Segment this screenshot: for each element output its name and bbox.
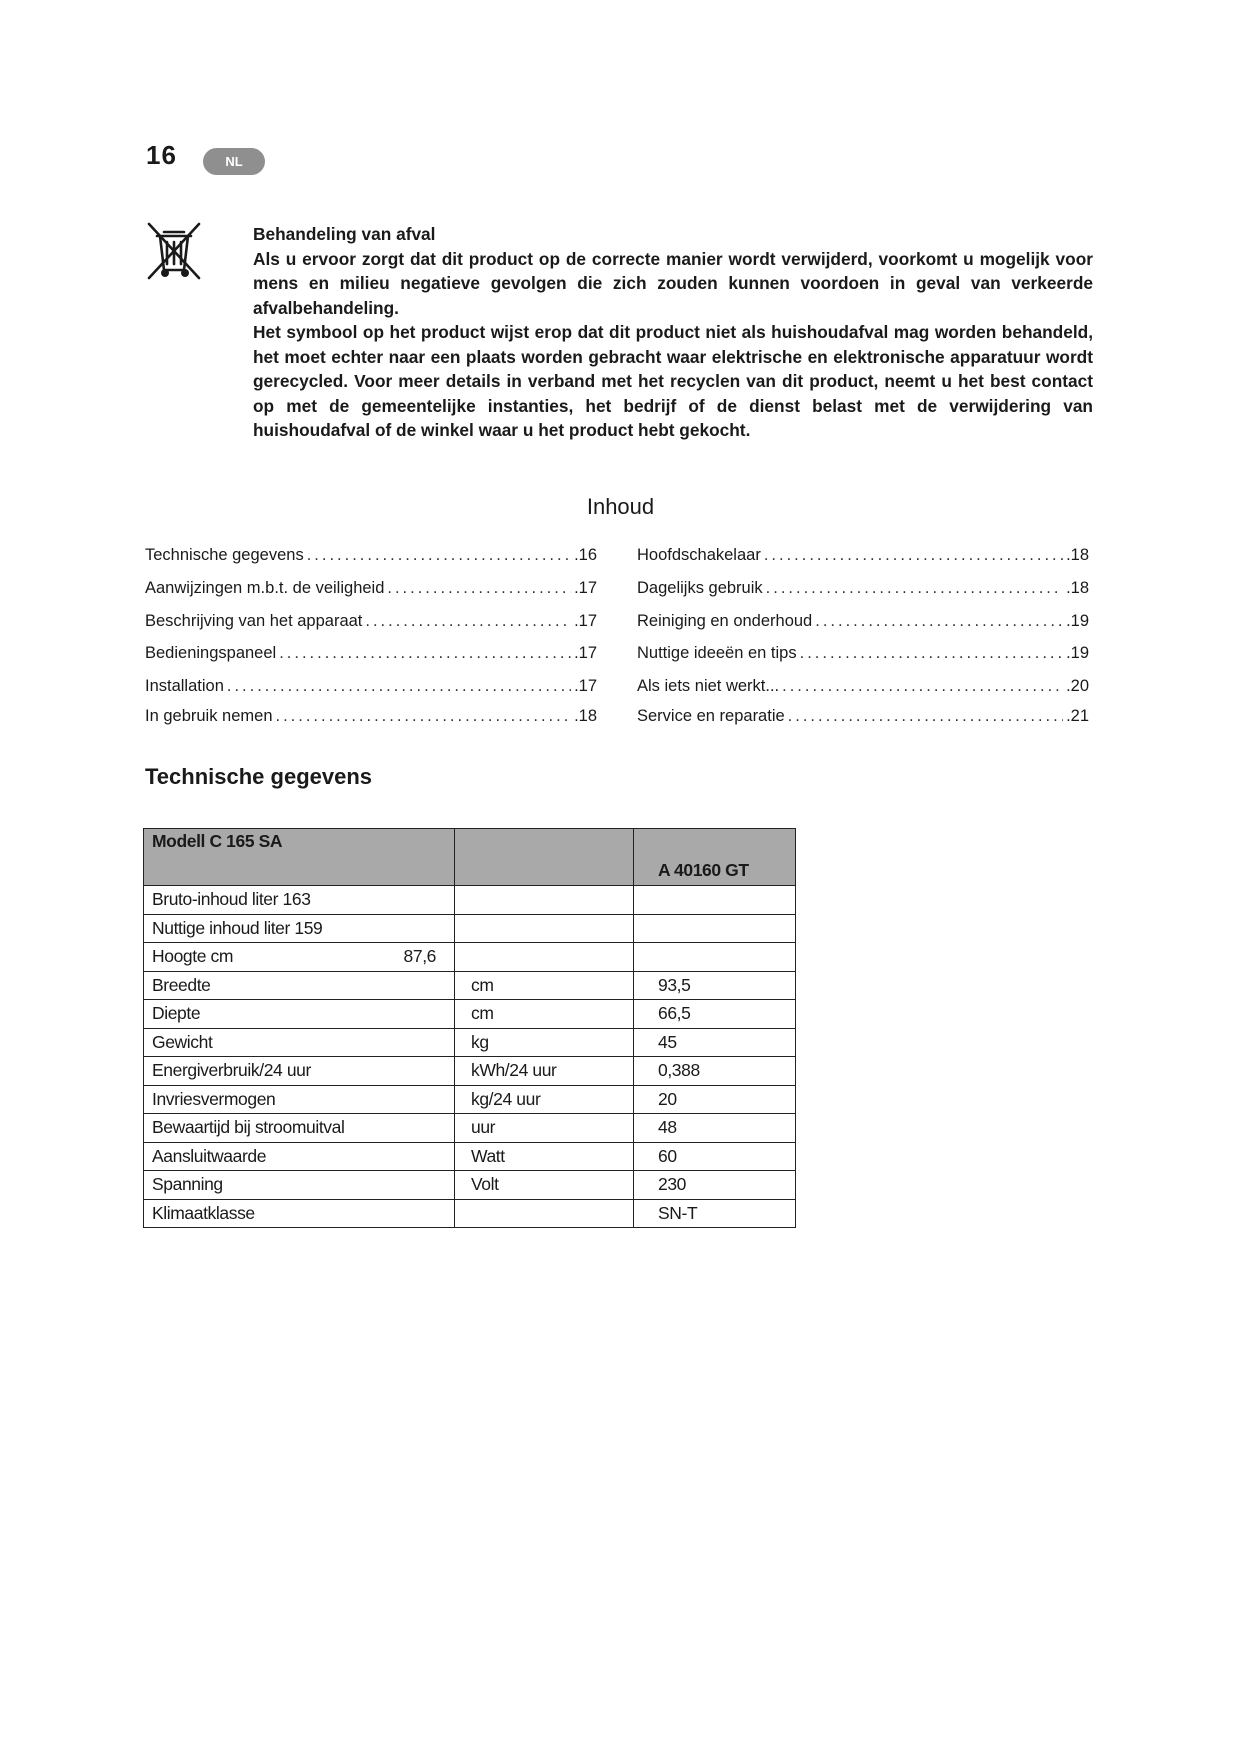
row-value	[634, 914, 796, 943]
toc-item-label: Nuttige ideeën en tips	[637, 644, 797, 662]
row-unit	[455, 914, 634, 943]
toc-item-label: Hoofdschakelaar	[637, 546, 761, 564]
toc-item[interactable]	[637, 579, 1089, 612]
table-row	[144, 914, 796, 943]
row-label-cell	[144, 943, 455, 972]
row-label: Energiverbruik/24 uur	[144, 1057, 455, 1086]
toc-item-page: .17	[574, 677, 597, 695]
table-row	[144, 1114, 796, 1143]
table-row	[144, 1199, 796, 1228]
toc-item-page: .20	[1066, 677, 1089, 695]
toc-left-column	[145, 546, 597, 737]
row-unit: kWh/24 uur	[455, 1057, 634, 1086]
row-value: 93,5	[634, 971, 796, 1000]
toc-leader	[227, 677, 571, 696]
row-unit	[455, 1199, 634, 1228]
row-label: Breedte	[144, 971, 455, 1000]
toc-item[interactable]	[145, 579, 597, 612]
toc-leader	[815, 612, 1063, 631]
toc-item-label: Bedieningspaneel	[145, 644, 277, 662]
toc-item[interactable]	[637, 612, 1089, 644]
toc-title	[0, 494, 1241, 520]
toc-item-label: Reiniging en onderhoud	[637, 612, 813, 630]
row-unit: cm	[455, 971, 634, 1000]
toc-item[interactable]	[637, 546, 1089, 579]
toc-item-page: .18	[574, 707, 597, 725]
row-value: 45	[634, 1028, 796, 1057]
toc-item-label: Beschrijving van het apparaat	[145, 612, 363, 630]
header-unit	[455, 829, 634, 886]
row-unit: kg/24 uur	[455, 1085, 634, 1114]
toc-item-page: .19	[1066, 612, 1089, 630]
table-row	[144, 1171, 796, 1200]
table-row	[144, 886, 796, 915]
table-row	[144, 1000, 796, 1029]
row-unit: kg	[455, 1028, 634, 1057]
table-row	[144, 1142, 796, 1171]
row-unit	[455, 943, 634, 972]
toc-leader	[800, 644, 1063, 663]
toc-item-page: .18	[1066, 579, 1089, 597]
row-value: 60	[634, 1142, 796, 1171]
language-badge: NL	[203, 148, 265, 175]
toc-item-page: .19	[1066, 644, 1089, 662]
toc-item-page: .18	[1066, 546, 1089, 564]
row-label: Nuttige inhoud liter 159	[144, 914, 455, 943]
row-label: Diepte	[144, 1000, 455, 1029]
toc-leader	[766, 579, 1063, 598]
row-label: Hoogte cm	[152, 946, 234, 967]
toc-leader	[387, 579, 571, 598]
header-model-value: A 40160 GT	[634, 829, 796, 886]
row-value	[634, 943, 796, 972]
waste-heading: Behandeling van afval	[253, 224, 436, 244]
toc-item-page: .16	[574, 546, 597, 564]
toc-item[interactable]	[145, 546, 597, 579]
toc-item-label: Aanwijzingen m.b.t. de veiligheid	[145, 579, 385, 597]
table-row	[144, 1028, 796, 1057]
row-unit: uur	[455, 1114, 634, 1143]
toc-leader	[279, 644, 571, 663]
row-value	[634, 886, 796, 915]
toc-right-column	[637, 546, 1089, 737]
toc-item[interactable]	[145, 612, 597, 644]
toc-item[interactable]	[145, 677, 597, 707]
waste-paragraph-1: Als u ervoor zorgt dat dit product op de correcte manier wordt verwijderd, voorkomt u mogelijk voor mens en milieu negatieve gevolgen die zich zouden kunnen voordoen in geval van verkeerde afvalbehandeling.	[253, 248, 1093, 318]
toc-item[interactable]	[145, 707, 597, 737]
toc-item[interactable]	[637, 677, 1089, 707]
row-label: Spanning	[144, 1171, 455, 1200]
row-value: 20	[634, 1085, 796, 1114]
waste-disposal-section	[253, 222, 1093, 443]
toc-leader	[365, 612, 571, 631]
table-row	[144, 1057, 796, 1086]
row-inline-value: 87,6	[403, 946, 436, 967]
table-header-row	[144, 829, 796, 886]
page-number: 16	[146, 140, 177, 170]
toc-leader	[276, 707, 572, 726]
toc-item-label: Technische gegevens	[145, 546, 304, 564]
row-unit: Volt	[455, 1171, 634, 1200]
table-row	[144, 1085, 796, 1114]
toc-leader	[788, 707, 1063, 726]
row-unit	[455, 886, 634, 915]
technical-data-table	[143, 828, 796, 1228]
row-label: Bewaartijd bij stroomuitval	[144, 1114, 455, 1143]
row-value: 66,5	[634, 1000, 796, 1029]
toc-leader	[764, 546, 1063, 565]
toc-item-label: Dagelijks gebruik	[637, 579, 763, 597]
toc-leader	[307, 546, 571, 565]
row-value: SN-T	[634, 1199, 796, 1228]
toc-item-label: Installation	[145, 677, 224, 695]
toc-item[interactable]	[637, 707, 1089, 737]
row-label: Gewicht	[144, 1028, 455, 1057]
section-title-technical-data: Technische gegevens	[145, 764, 373, 789]
row-unit: cm	[455, 1000, 634, 1029]
toc-item[interactable]	[145, 644, 597, 677]
toc-item-page: .21	[1066, 707, 1089, 725]
table-row	[144, 971, 796, 1000]
toc-item-label: In gebruik nemen	[145, 707, 273, 725]
toc-item[interactable]	[637, 644, 1089, 677]
row-value: 48	[634, 1114, 796, 1143]
header-model: Modell C 165 SA	[144, 829, 455, 886]
toc-item-page: .17	[574, 644, 597, 662]
row-value: 230	[634, 1171, 796, 1200]
row-label: Bruto-inhoud liter 163	[144, 886, 455, 915]
toc-item-page: .17	[574, 612, 597, 630]
toc-item-label: Als iets niet werkt...	[637, 677, 780, 695]
row-unit: Watt	[455, 1142, 634, 1171]
row-label: Klimaatklasse	[144, 1199, 455, 1228]
toc-leader	[782, 677, 1063, 696]
crossed-out-wheelie-bin-icon	[145, 222, 203, 284]
row-label: Aansluitwaarde	[144, 1142, 455, 1171]
waste-paragraph-2: Het symbool op het product wijst erop dat dit product niet als huishoudafval mag worden behandeld, het moet echter naar een plaats worden gebracht waar elektrische en elektronische apparatuur wordt gerecycled. Voor meer details in verband met het recyclen van dit product, neemt u het best contact op met de gemeentelijke instanties, het bedrijf of de dienst belast met de verwijdering van huishoudafval of de winkel waar u het product hebt gekocht.	[253, 322, 1093, 440]
toc-title-text: Inhoud	[586, 494, 655, 519]
row-value: 0,388	[634, 1057, 796, 1086]
toc-item-label: Service en reparatie	[637, 707, 785, 725]
table-row	[144, 943, 796, 972]
row-label: Invriesvermogen	[144, 1085, 455, 1114]
toc-item-page: .17	[574, 579, 597, 597]
